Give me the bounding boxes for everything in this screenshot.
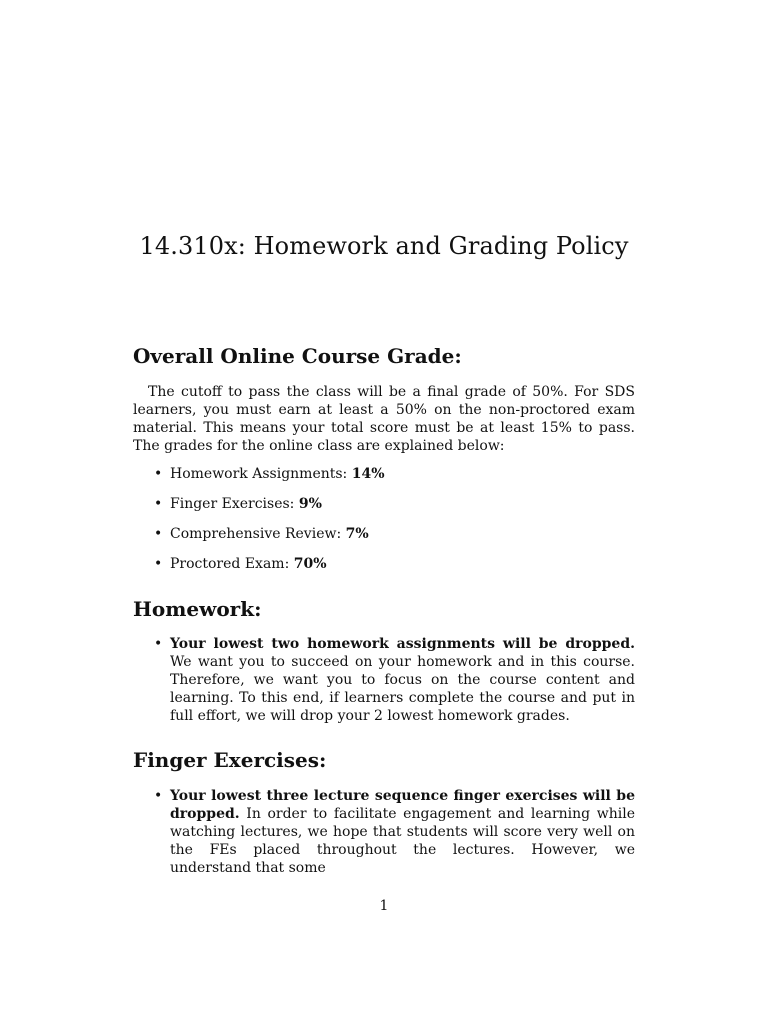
page-title: 14.310x: Homework and Grading Policy	[139, 232, 629, 260]
grade-item-value: 14%	[351, 466, 385, 482]
page-number: 1	[379, 898, 389, 914]
grade-item-label: Proctored Exam:	[170, 556, 294, 572]
grade-item-label: Finger Exercises:	[170, 496, 299, 512]
homework-list	[133, 635, 635, 725]
grade-item-finger-exercises	[133, 495, 635, 525]
homework-policy-text: We want you to succeed on your homework and in this course. Therefore, we want you to focus on the course content and learning. To this end, if learners complete the course and put in full effort, we will drop your 2 lowest homework grades.	[170, 654, 635, 724]
bullet-icon: •	[154, 556, 163, 572]
finger-policy-text: In order to facilitate engagement and learning while watching lectures, we hope that students will score very well on the FEs placed throughout the lectures. However, we understand that some	[170, 806, 635, 876]
finger-policy-bold: Your lowest three lecture sequence finger exercises will be dropped.	[170, 788, 635, 822]
grade-item-proctored-exam	[133, 555, 635, 585]
finger-exercises-list	[133, 787, 635, 877]
section-heading-finger-exercises: Finger Exercises:	[133, 748, 327, 772]
grade-item-value: 70%	[293, 556, 327, 572]
bullet-icon: •	[154, 788, 163, 804]
grade-item-homework	[133, 465, 635, 495]
bullet-icon: •	[154, 526, 163, 542]
finger-exercises-drop-policy	[133, 787, 635, 877]
grade-item-value: 7%	[345, 526, 369, 542]
grade-item-value: 9%	[298, 496, 322, 512]
grade-breakdown-list	[133, 465, 635, 585]
bullet-icon: •	[154, 466, 163, 482]
grade-item-label: Homework Assignments:	[170, 466, 352, 482]
overall-paragraph: The cutoff to pass the class will be a final grade of 50%. For SDS learners, you must earn at least a 50% on the non-proctored exam material. This means your total score must be at least 15% to pass. The grades for the online class are explained below:	[133, 384, 635, 454]
homework-policy-bold: Your lowest two homework assignments will be dropped.	[170, 636, 635, 652]
grade-item-comprehensive-review	[133, 525, 635, 555]
bullet-icon: •	[154, 636, 163, 652]
grade-item-label: Comprehensive Review:	[170, 526, 346, 542]
bullet-icon: •	[154, 496, 163, 512]
homework-drop-policy	[133, 635, 635, 725]
section-heading-homework: Homework:	[133, 597, 262, 621]
section-heading-overall: Overall Online Course Grade:	[133, 344, 462, 368]
